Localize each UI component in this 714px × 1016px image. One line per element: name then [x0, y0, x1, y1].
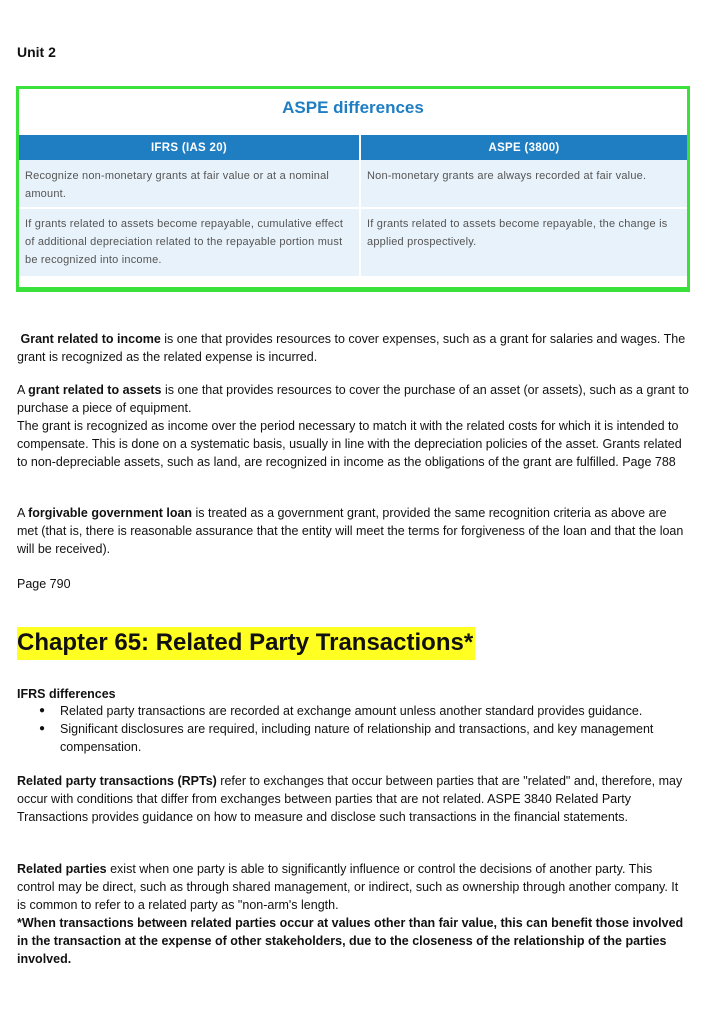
page-reference: Page 790	[17, 577, 71, 591]
chapter-heading: Chapter 65: Related Party Transactions*	[17, 627, 475, 660]
aspe-differences-figure	[16, 86, 690, 292]
ifrs-differences-list	[17, 702, 691, 756]
table-cell-aspe: If grants related to assets become repayable, the change is applied prospectively.	[360, 208, 687, 276]
paragraph-text: is one that provides resources to cover expenses, such as a grant for salaries and wages. The grant is recognized as the related expense is incurred.	[17, 332, 686, 364]
term-related-parties: Related parties	[17, 862, 107, 876]
paragraph-lead: A	[17, 506, 29, 520]
paragraph-grant-assets	[17, 381, 689, 471]
paragraph-rpt	[17, 772, 689, 826]
table-row	[19, 160, 687, 208]
table-cell-ifrs: Recognize non-monetary grants at fair value or at a nominal amount.	[19, 160, 360, 208]
paragraph-text: refer to exchanges that occur between parties that are "related" and, therefore, may occur with conditions that differ from exchanges between parties that are not related. ASPE 3840 Related Party Transactions provides guidance on how to measure and disclose such transactions in the financial statements.	[17, 774, 683, 824]
aspe-comparison-table	[19, 135, 687, 276]
list-item: ● Significant disclosures are required, including nature of relationship and transactions, and key management compensation.	[17, 720, 691, 756]
table-row	[19, 208, 687, 276]
table-cell-ifrs: If grants related to assets become repayable, cumulative effect of additional depreciation related to the repayable portion must be recognized into income.	[19, 208, 360, 276]
paragraph-grant-income	[17, 330, 689, 366]
paragraph-text: is treated as a government grant, provided the same recognition criteria as above are met (that is, there is reasonable assurance that the entity will meet the terms for forgiveness of the loan and that the loan will be received).	[17, 506, 684, 556]
paragraph-forgivable-loan	[17, 504, 689, 558]
paragraph-text: exist when one party is able to significantly influence or control the decisions of another party. This control may be direct, such as through shared management, or indirect, such as ownership through another company. It is common to refer to a related party as "non-arm's length.	[17, 862, 679, 912]
paragraph-lead: A	[17, 383, 29, 397]
paragraph-text: is one that provides resources to cover the purchase of an asset (or assets), such as a grant to purchase a piece of equipment.	[17, 383, 689, 415]
term-rpt: Related party transactions (RPTs)	[17, 774, 217, 788]
paragraph-related-parties	[17, 860, 689, 968]
column-header-ifrs: IFRS (IAS 20)	[19, 135, 360, 160]
paragraph-text-continued: The grant is recognized as income over the period necessary to match it with the related costs for which it is intended to compensate. This is done on a systematic basis, usually in line with the depreciation policies of the asset. Grants related to non-depreciable assets, such as land, are recognized in income as the obligations of the grant are fulfilled. Page 788	[17, 419, 682, 469]
unit-title: Unit 2	[17, 44, 56, 60]
term-forgivable-loan: forgivable government loan	[28, 506, 193, 520]
ifrs-differences-heading: IFRS differences	[17, 687, 116, 701]
term-grant-assets: grant related to assets	[28, 383, 162, 397]
aspe-figure-title: ASPE differences	[282, 98, 424, 117]
column-header-aspe: ASPE (3800)	[360, 135, 687, 160]
list-item: ● Related party transactions are recorded at exchange amount unless another standard provides guidance.	[17, 702, 691, 720]
table-cell-aspe: Non-monetary grants are always recorded at fair value.	[360, 160, 687, 208]
term-grant-income: Grant related to income	[20, 332, 161, 346]
paragraph-note: *When transactions between related parties occur at values other than fair value, this can benefit those involved in the transaction at the expense of other stakeholders, due to the closeness of the relationship of the parties involved.	[17, 916, 684, 966]
